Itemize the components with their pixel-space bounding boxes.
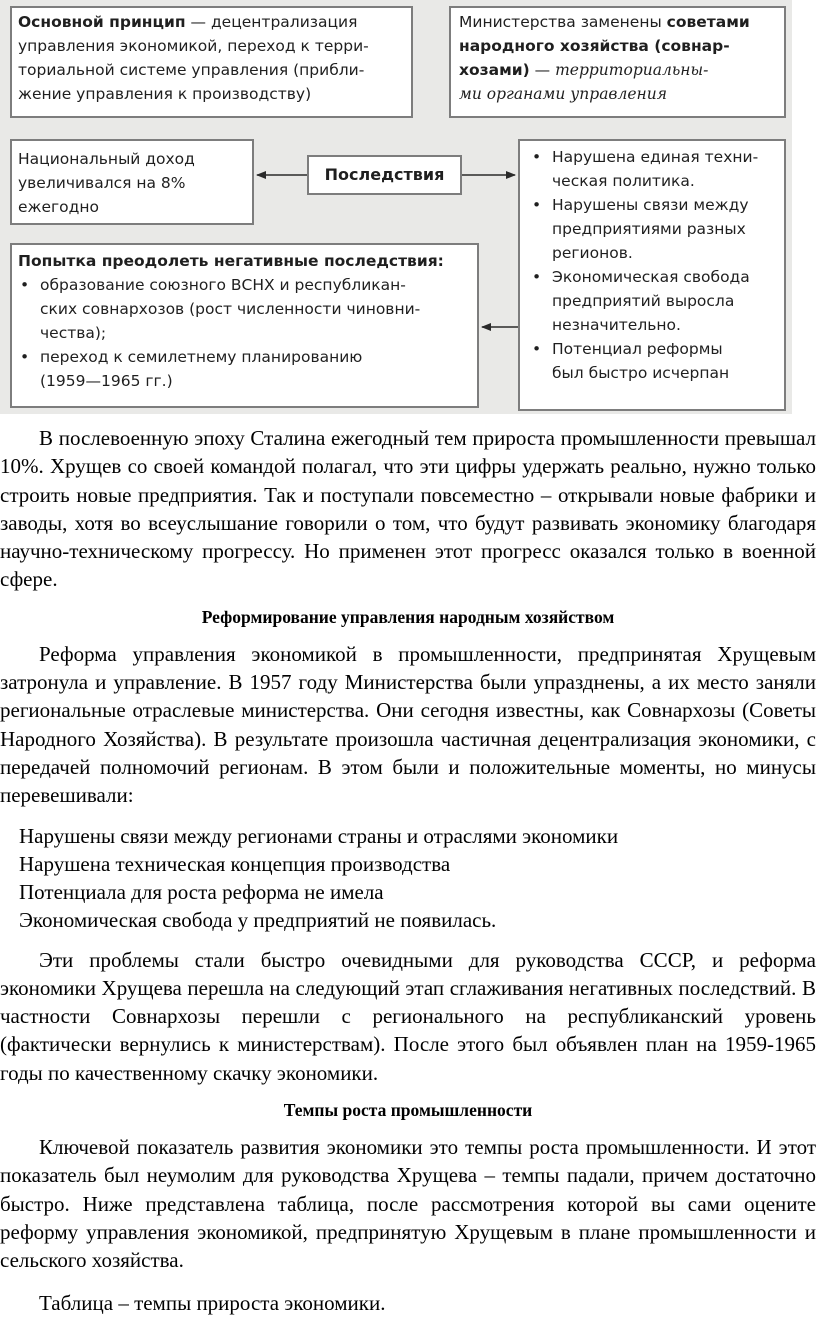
consequence-line: был быстро исчерпан (552, 364, 730, 382)
ministries-italic: территориальны- (555, 61, 709, 79)
section-heading: Реформирование управления народным хозяйством (201, 606, 615, 627)
consequence-line: незначительно. (552, 316, 681, 334)
attempt-line: образование союзного ВСНХ и республикан- (40, 276, 406, 294)
paragraph: Эти проблемы стали быстро очевидными для руководства СССР, и реформа экономики Хрущева перешла на следующий этап сглаживания негативных последствий. В частности Совнархозы перешли с регионального на республиканский уровень (фактически вернулись к министерствам). После этого был объявлен план на 1959-1965 годы по качественному скачку экономики. (0, 947, 816, 1085)
consequence-line: Экономическая свобода (552, 268, 750, 286)
consequence-line: Потенциал реформы (552, 340, 723, 358)
attempt-line: чества); (40, 324, 107, 342)
reform-diagram (0, 0, 792, 414)
list-item: Экономическая свобода у предприятий не появилась. (19, 907, 497, 932)
ministries-italic: ми органами управления (459, 85, 667, 103)
ministries-text: Министерства заменены (459, 13, 667, 31)
table-caption: Таблица – темпы прироста экономики. (39, 1290, 386, 1315)
ministries-bold: народного хозяйства (совнар- (459, 37, 730, 55)
list-item: Нарушены связи между регионами страны и отраслями экономики (19, 823, 619, 848)
paragraph: Реформа управления экономикой в промышленности, предпринятая Хрущевым затронула и управление. В 1957 году Министерства были упразднены, а их место заняли региональные отраслевые министерства. Они сегодня известны, как Совнархозы (Советы Народного Хозяйства). В результате произошла частичная децентрализация экономики, с передачей полномочий регионам. В этом были и положительные моменты, но минусы перевешивали: (0, 641, 816, 808)
principle-text-line: управления экономикой, переход к терри- (18, 37, 369, 55)
drawbacks-list (0, 822, 816, 934)
income-line: увеличивался на 8% (18, 174, 186, 192)
paragraph: В послевоенную эпоху Сталина ежегодный тем прироста промышленности превышал 10%. Хрущев со своей командой полагал, что эти цифры удержать реально, нужно только строить новые предприятия. Так и поступали повсеместно – открывали новые фабрики и заводы, хотя во всеуслышание говорили о том, что будут развивать экономику благодаря научно-техническому прогрессу. Но применен этот прогресс оказался только в военной сфере. (0, 426, 816, 592)
consequence-line: Нарушены связи между (552, 196, 749, 214)
consequence-line: Нарушена единая техни- (552, 148, 759, 166)
ministries-text: — (529, 61, 556, 79)
list-item: Потенциала для роста реформа не имела (19, 879, 384, 904)
attempt-title: Попытка преодолеть негативные последствия: (18, 252, 444, 270)
consequence-line: предприятиями разных (552, 220, 746, 238)
principle-text-line: — децентрализация (185, 13, 358, 31)
attempt-line: переход к семилетнему планированию (40, 348, 363, 366)
principle-text-line: ториальной системе управления (прибли- (18, 61, 365, 79)
section-heading: Темпы роста промышленности (283, 1100, 533, 1121)
ministries-bold: хозами) (459, 61, 530, 79)
paragraph: Ключевой показатель развития экономики это темпы роста промышленности. И этот показатель был неумолим для руководства Хрущева – темпы падали, причем достаточно быстро. Ниже представлена таблица, после рассмотрения которой вы сами оцените реформу управления экономикой, предпринятую Хрущевым в плане промышленности и сельского хозяйства. (0, 1135, 816, 1273)
ministries-bold: советами (666, 13, 750, 31)
list-item: Нарушена техническая концепция производства (19, 851, 451, 876)
diagram-arrows (0, 0, 792, 414)
consequences-label: Последствия (324, 165, 445, 184)
consequence-line: предприятий выросла (552, 292, 735, 310)
principle-text-line: жение управления к производству) (18, 85, 312, 103)
document-body (0, 424, 816, 1317)
consequence-line: регионов. (552, 244, 633, 262)
income-line: Национальный доход (18, 150, 195, 168)
income-line: ежегодно (18, 198, 99, 216)
attempt-line: ских совнархозов (рост численности чиновни- (40, 300, 421, 318)
consequence-line: ческая политика. (552, 172, 695, 190)
attempt-line: (1959—1965 гг.) (40, 372, 173, 390)
principle-title: Основной принцип (18, 13, 186, 31)
